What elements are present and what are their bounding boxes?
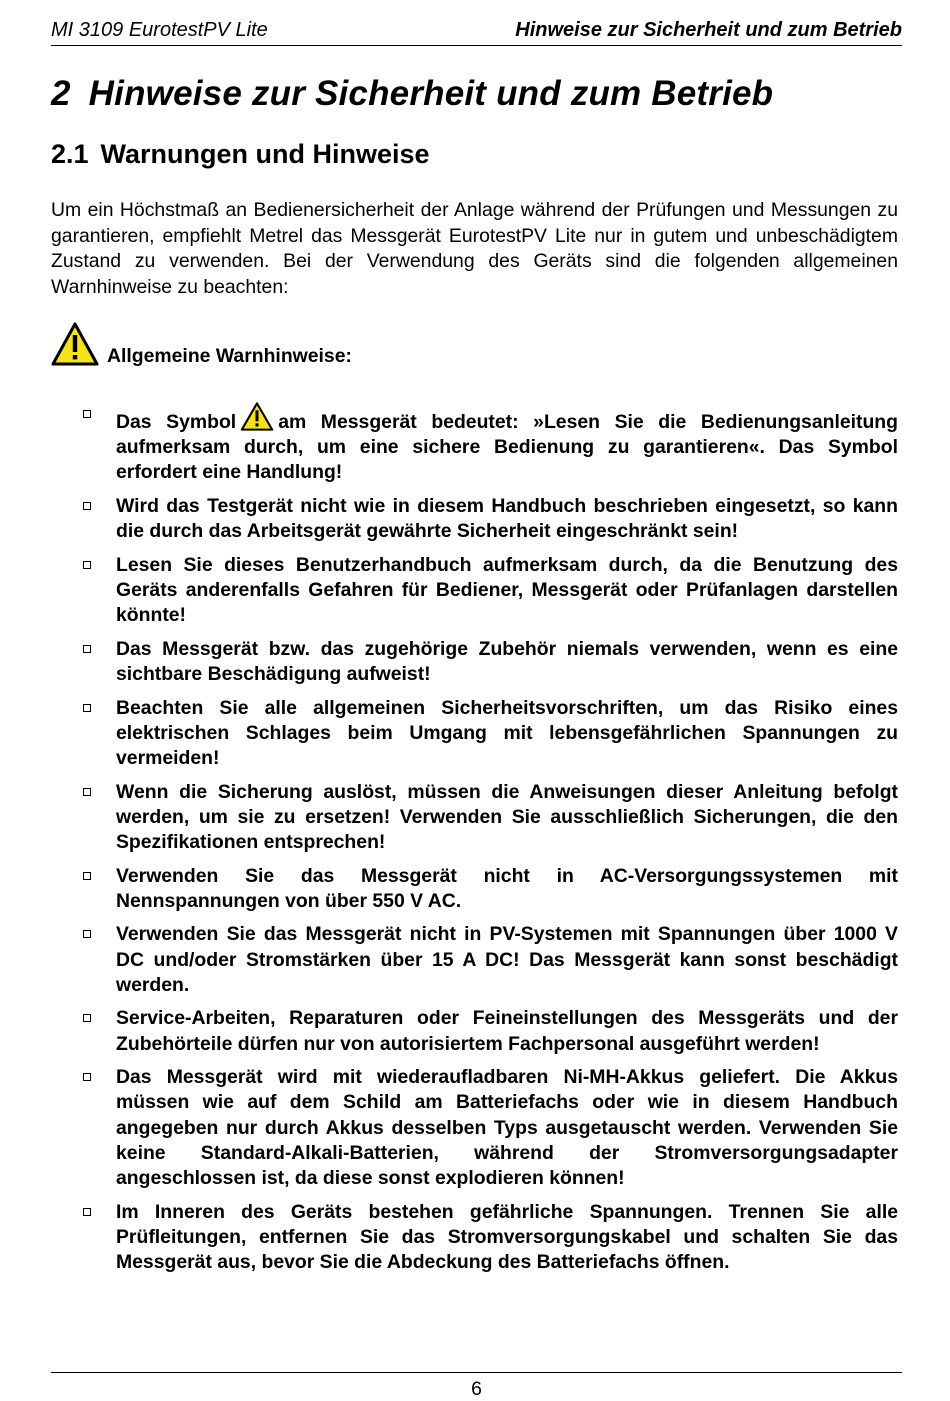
warning-text: Verwenden Sie das Messgerät nicht in AC-Versorgungssystemen mit Nennspannungen von über 550 V AC. [116,864,898,912]
warning-text: Wird das Testgerät nicht wie in diesem Handbuch beschrieben eingesetzt, so kann die durch das Arbeitsgerät gewährte Sicherheit eingeschränkt sein! [116,495,898,543]
warning-item [51,402,898,486]
warnings-list [51,402,898,1284]
intro-paragraph: Um ein Höchstmaß an Bedienersicherheit der Anlage während der Prüfungen und Messungen zu garantieren, empfiehlt Metrel das Messgerät EurotestPV Lite nur in gutem und unbeschädigtem Zustand zu verwenden. Bei der Verwendung des Geräts sind die folgenden allgemeinen Warnhinweise zu beachten: [51,199,898,298]
warning-item [51,922,898,998]
section-heading [51,139,430,170]
checkbox-bullet-icon [83,1073,91,1081]
checkbox-bullet-icon [83,502,91,510]
warning-text: Lesen Sie dieses Benutzerhandbuch aufmerksam durch, da die Benutzung des Geräts anderenfalls Gefahren für Bediener, Messgerät oder Prüfanlagen darstellen könnte! [116,553,898,627]
warning-item [51,864,898,914]
checkbox-bullet-icon [83,704,91,712]
checkbox-bullet-icon [83,872,91,880]
checkbox-bullet-icon [83,1208,91,1216]
page-header [51,19,902,46]
page-number: 6 [471,1378,482,1400]
checkbox-bullet-icon [83,561,91,569]
section-title: Warnungen und Hinweise [100,139,430,169]
running-section-title: Hinweise zur Sicherheit und zum Betrieb [515,19,902,41]
checkbox-bullet-icon [83,930,91,938]
warning-text: Beachten Sie alle allgemeinen Sicherheitsvorschriften, um das Risiko eines elektrischen Schlages beim Umgang mit lebensgefährlichen Spannungen zu vermeiden! [116,696,898,769]
section-number: 2.1 [51,139,89,169]
checkbox-bullet-icon [83,410,91,418]
warning-item [51,553,898,629]
general-warnings-heading [51,322,651,372]
warning-text: Im Inneren des Geräts bestehen gefährliche Spannungen. Trennen Sie alle Prüfleitungen, entfernen Sie das Stromversorgungskabel und schalten Sie das Messgerät aus, bevor Sie die Abdeckung des Batteriefachs öffnen. [116,1200,898,1273]
warning-item [51,1200,898,1276]
warning-item [51,780,898,856]
warning-triangle-icon [51,322,99,366]
warning-text: Verwenden Sie das Messgerät nicht in PV-Systemen mit Spannungen über 1000 V DC und/oder Stromstärken über 15 A DC! Das Messgerät kann sonst beschädigt werden. [116,923,898,996]
warning-item [51,494,898,544]
warning-item [51,1006,898,1056]
chapter-title: Hinweise zur Sicherheit und zum Betrieb [88,74,774,113]
warning-text: Das Messgerät wird mit wiederaufladbaren Ni-MH-Akkus geliefert. Die Akkus müssen wie auf dem Schild am Batteriefachs oder wie in diesem Handbuch angegeben nur durch Akkus desselben Typs ausgetauscht werden. Verwenden Sie keine Standard-Alkali-Batterien, während der Stromversorgungsadapter angeschlossen ist, da diese sonst explodieren können! [116,1066,898,1189]
warning-text: Wenn die Sicherung auslöst, müssen die Anweisungen dieser Anleitung befolgt werden, um sie zu ersetzen! Verwenden Sie ausschließlich Sicherungen, die den Spezifikationen entsprechen! [116,780,898,853]
warning-text-after-symbol: am Messgerät bedeutet: »Lesen Sie die Bedienungsanleitung aufmerksam durch, um eine sichere Bedienung zu garantieren«. Das Symbol erfordert eine Handlung! [116,411,899,484]
warning-item [51,637,898,687]
document-title: MI 3109 EurotestPV Lite [51,19,268,41]
chapter-number: 2 [51,74,71,113]
warning-item [51,1065,898,1191]
checkbox-bullet-icon [83,1014,91,1022]
checkbox-bullet-icon [83,645,91,653]
general-warnings-label: Allgemeine Warnhinweise: [107,345,352,367]
warning-text-before-symbol: Das Symbol [116,411,237,433]
checkbox-bullet-icon [83,788,91,796]
warning-text: Service-Arbeiten, Reparaturen oder Feineinstellungen des Messgeräts und der Zubehörteile dürfen nur von autorisiertem Fachpersonal ausgeführt werden! [116,1007,898,1055]
warning-triangle-icon [240,402,274,431]
chapter-heading [51,74,773,114]
warning-item [51,696,898,772]
warning-text: Das Messgerät bzw. das zugehörige Zubehör niemals verwenden, wenn es eine sichtbare Beschädigung aufweist! [116,637,898,685]
